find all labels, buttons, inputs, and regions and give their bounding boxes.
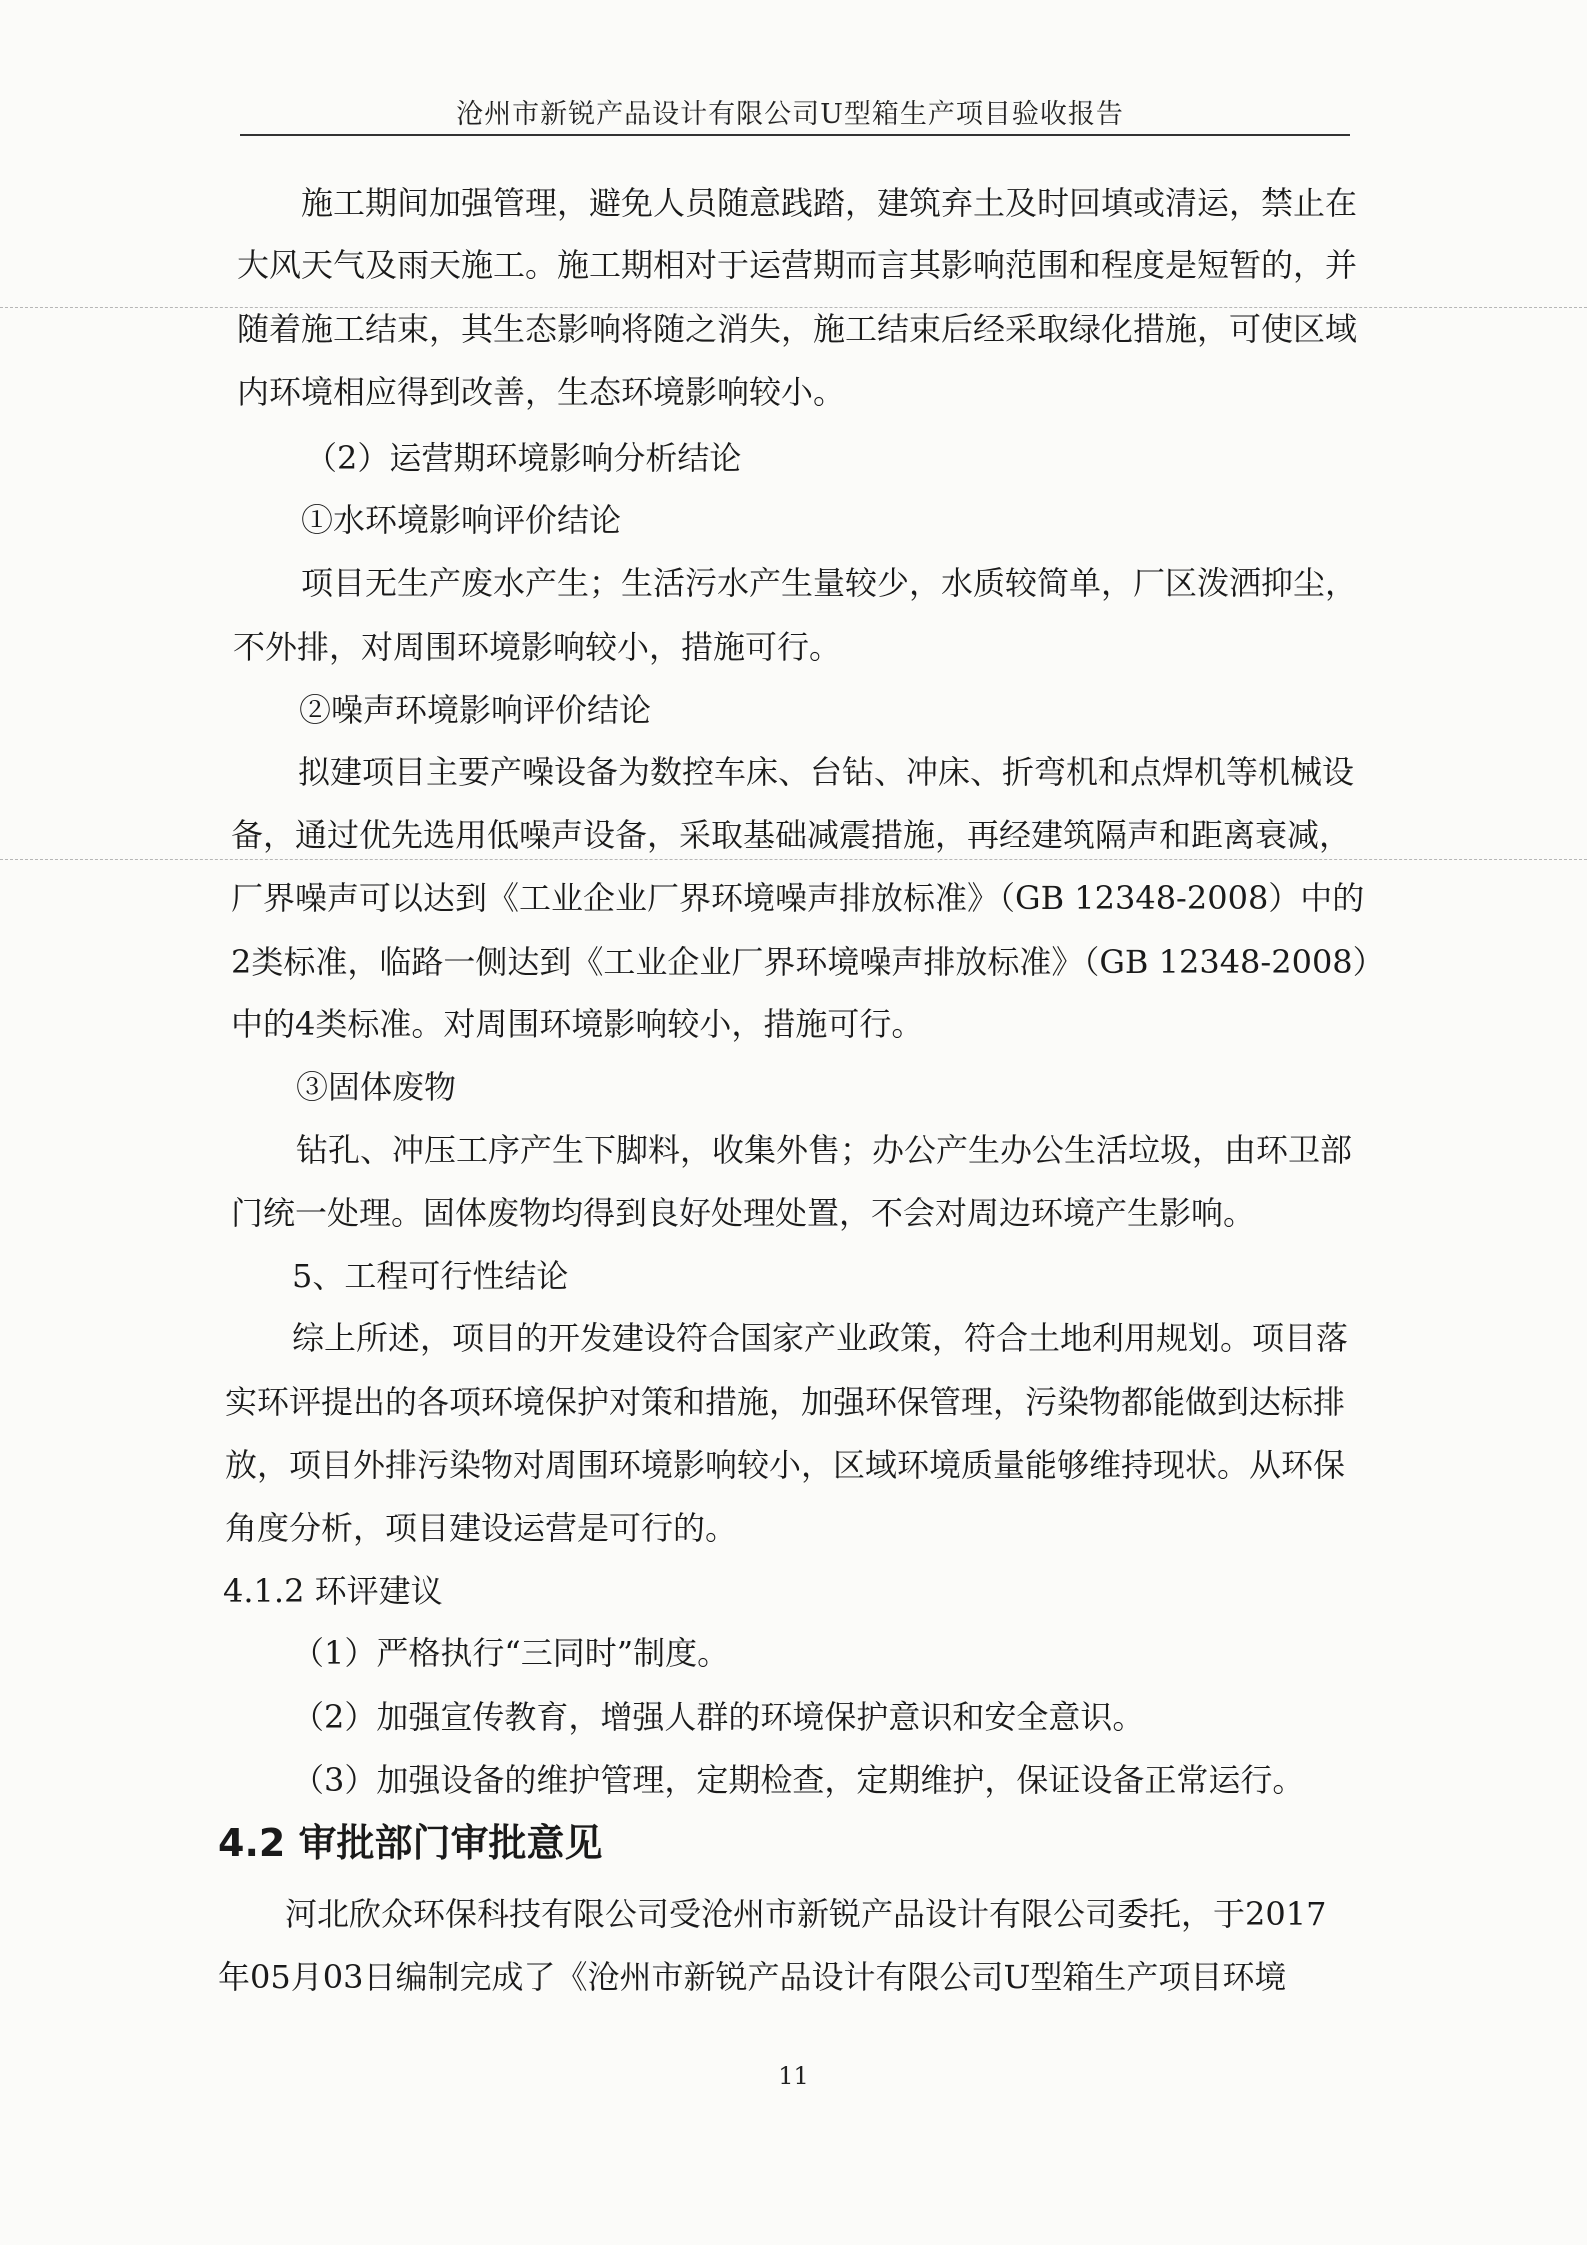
running-header: 沧州市新锐产品设计有限公司U型箱生产项目验收报告	[456, 99, 1124, 130]
section-heading: 4.2 审批部门审批意见	[218, 1821, 603, 1865]
list-item: （1）严格执行“三同时”制度。	[292, 1634, 730, 1672]
paragraph-line: 钻孔、冲压工序产生下脚料，收集外售；办公产生办公生活垃圾，由环卫部	[296, 1131, 1353, 1169]
scan-artifact-line	[0, 307, 1587, 308]
paragraph-line: 随着施工结束，其生态影响将随之消失，施工结束后经采取绿化措施，可使区域	[237, 310, 1358, 348]
paragraph-line: 角度分析，项目建设运营是可行的。	[225, 1509, 738, 1547]
subheading: ②噪声环境影响评价结论	[299, 691, 652, 729]
paragraph-line: 厂界噪声可以达到《工业企业厂界环境噪声排放标准》（GB 12348-2008）中的	[231, 879, 1365, 917]
header-rule	[240, 134, 1350, 136]
paragraph-line: 拟建项目主要产噪设备为数控车床、台钻、冲床、折弯机和点焊机等机械设	[298, 753, 1355, 791]
paragraph-line: 河北欣众环保科技有限公司受沧州市新锐产品设计有限公司委托，于2017	[285, 1895, 1327, 1933]
list-item: （3）加强设备的维护管理，定期检查，定期维护，保证设备正常运行。	[292, 1761, 1305, 1799]
paragraph-line: 备，通过优先选用低噪声设备，采取基础减震措施，再经建筑隔声和距离衰减，	[231, 816, 1352, 854]
paragraph-line: 内环境相应得到改善，生态环境影响较小。	[237, 373, 846, 411]
paragraph-line: 年05月03日编制完成了《沧州市新锐产品设计有限公司U型箱生产项目环境	[218, 1958, 1287, 1996]
list-item: （2）加强宣传教育，增强人群的环境保护意识和安全意识。	[292, 1698, 1145, 1736]
paragraph-line: 项目无生产废水产生；生活污水产生量较少，水质较简单，厂区泼洒抑尘，	[301, 564, 1358, 602]
paragraph-line: 2类标准，临路一侧达到《工业企业厂界环境噪声排放标准》（GB 12348-2008）	[231, 943, 1385, 981]
subheading: ①水环境影响评价结论	[301, 501, 622, 539]
paragraph-line: 放，项目外排污染物对周围环境影响较小，区域环境质量能够维持现状。从环保	[225, 1446, 1346, 1484]
subheading: （2）运营期环境影响分析结论	[305, 439, 742, 477]
paragraph-line: 综上所述，项目的开发建设符合国家产业政策，符合土地利用规划。项目落	[292, 1319, 1349, 1357]
paragraph-line: 施工期间加强管理，避免人员随意践踏，建筑弃土及时回填或清运，禁止在	[301, 184, 1358, 222]
paragraph-line: 中的4类标准。对周围环境影响较小，措施可行。	[231, 1005, 924, 1043]
paragraph-line: 门统一处理。固体废物均得到良好处理处置，不会对周边环境产生影响。	[231, 1194, 1256, 1232]
paragraph-line: 实环评提出的各项环境保护对策和措施，加强环保管理，污染物都能做到达标排	[225, 1383, 1346, 1421]
subheading: ③固体废物	[296, 1068, 457, 1106]
subsection-heading: 4.1.2 环评建议	[223, 1572, 443, 1610]
page-number: 11	[778, 2062, 809, 2090]
paragraph-line: 大风天气及雨天施工。施工期相对于运营期而言其影响范围和程度是短暂的，并	[237, 246, 1358, 284]
scan-artifact-line	[0, 859, 1587, 860]
paragraph-line: 不外排，对周围环境影响较小，措施可行。	[233, 628, 842, 666]
subheading: 5、工程可行性结论	[292, 1257, 569, 1295]
